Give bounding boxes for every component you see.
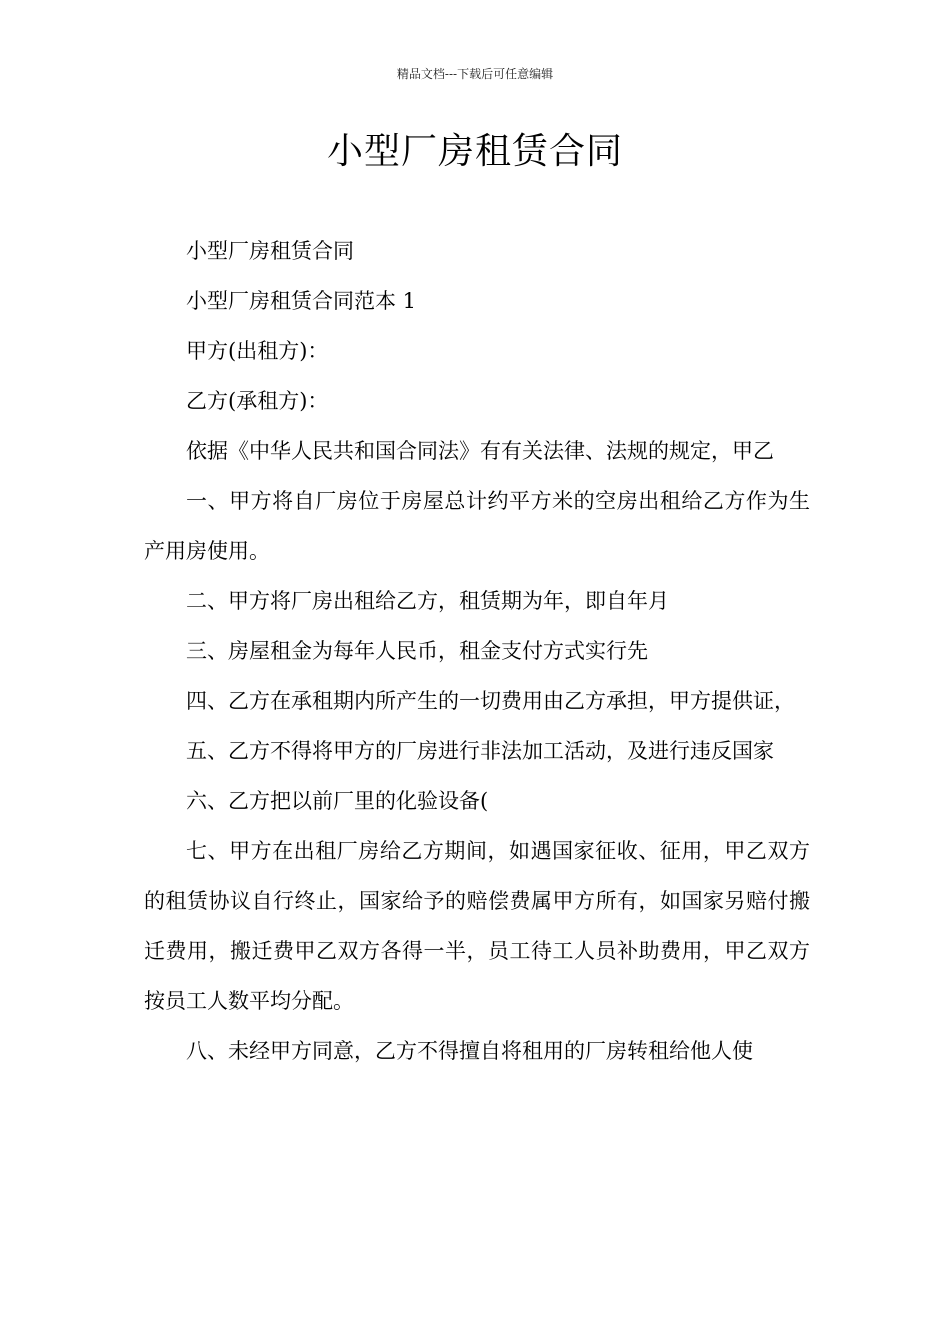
clause-6: 六、乙方把以前厂里的化验设备(: [186, 789, 489, 813]
clause-2: 二、甲方将厂房出租给乙方，租赁期为年，即自年月: [186, 589, 669, 613]
clause-4: 四、乙方在承租期内所产生的一切费用由乙方承担，甲方提供证，: [186, 689, 795, 713]
clause-5: 五、乙方不得将甲方的厂房进行非法加工活动，及进行违反国家: [186, 739, 774, 763]
paragraph-party-a: 甲方(出租方)：: [186, 339, 329, 363]
paragraph-preamble: 依据《中华人民共和国合同法》有有关法律、法规的规定，甲乙: [186, 439, 774, 463]
document-body: [144, 226, 810, 1076]
paragraph-template-name: 小型厂房租赁合同范本 1: [186, 289, 417, 313]
document-title: 小型厂房租赁合同: [326, 131, 623, 172]
paragraph-subtitle: 小型厂房租赁合同: [186, 239, 354, 263]
paragraph-party-b: 乙方(承租方)：: [186, 389, 329, 413]
clause-3: 三、房屋租金为每年人民币，租金支付方式实行先: [186, 639, 648, 663]
clause-1: 一、甲方将自厂房位于房屋总计约平方米的空房出租给乙方作为生产用房使用。: [144, 489, 810, 563]
header-note: 精品文档---下载后可任意编辑: [396, 67, 554, 81]
clause-7: 七、甲方在出租厂房给乙方期间，如遇国家征收、征用，甲乙双方的租赁协议自行终止，国家给予的赔偿费属甲方所有，如国家另赔付搬迁费用，搬迁费甲乙双方各得一半，员工待工人员补助费用，甲乙双方按员工人数平均分配。: [144, 839, 810, 1013]
clause-8: 八、未经甲方同意，乙方不得擅自将租用的厂房转租给他人使: [186, 1039, 753, 1063]
